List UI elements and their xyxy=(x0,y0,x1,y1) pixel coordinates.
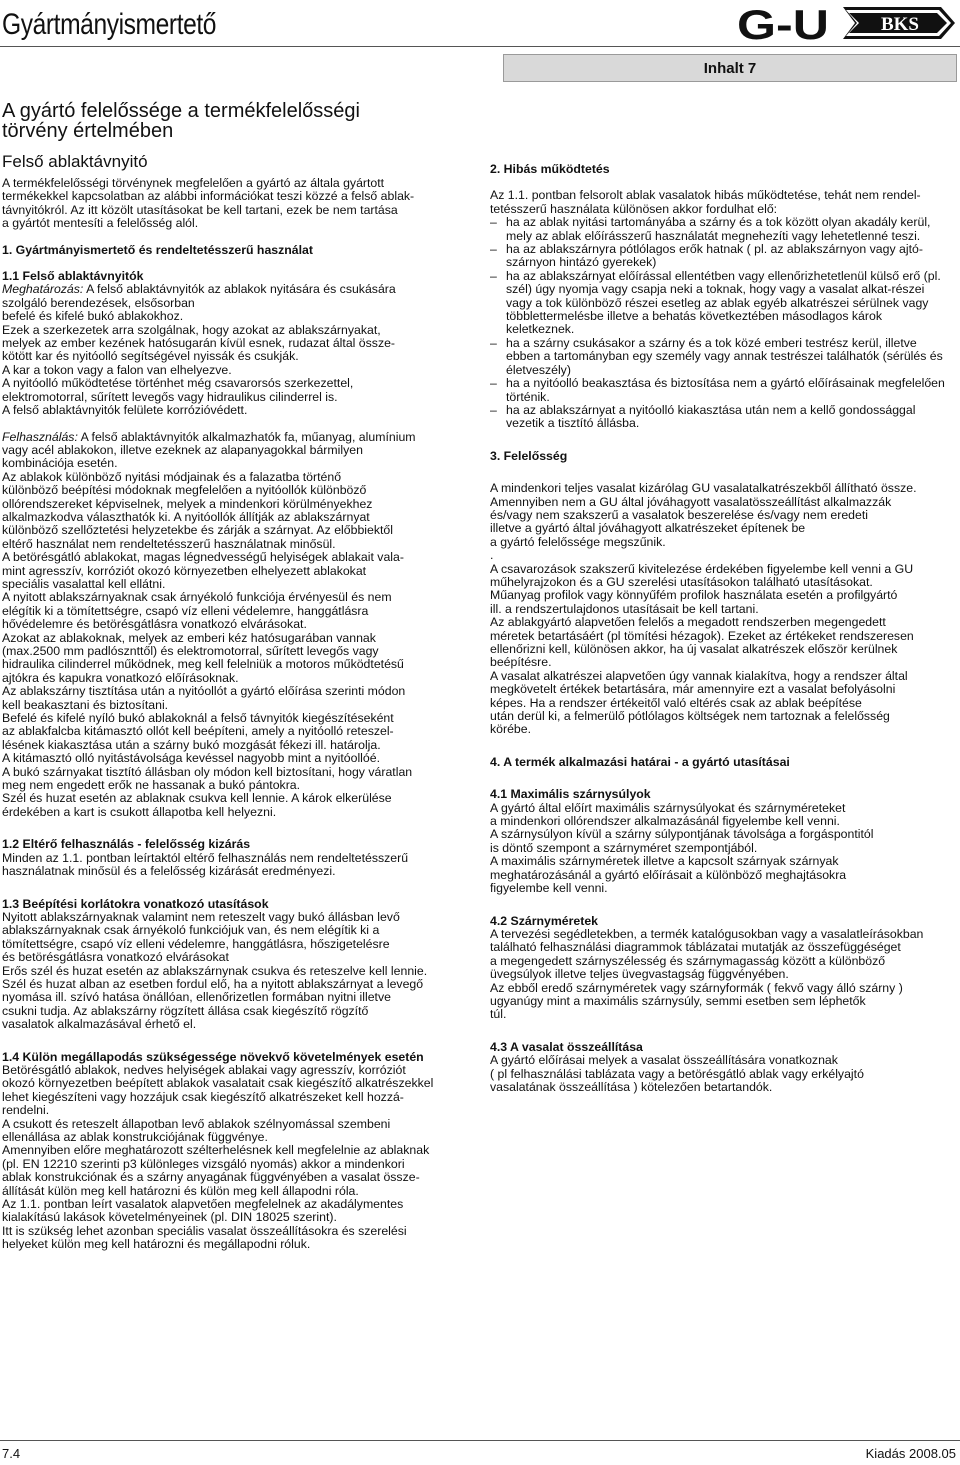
section-3-body-a: A mindenkori teljes vasalat kizárólag GU vasalatalkatrészekből állítható össze. Amennyiben nem a GU által jóváhagyott vasalatösszeállítást alkalmazzák és/vagy nem szakszerű a vasalatok beszerelése és/vagy nem eredeti illetve a gyártó által jóváhagyott alkatrészeket építenek be a gyártó felelőssége megszűnik. . xyxy=(490,481,917,563)
list-item: – ha az ablakszárnyat előírással ellentétben vagy ellenőrizhetetlenül külső erő (pl. szél) úgy nyomja vagy csapja neki a toknak, hogy vagy a vasalat alkat-részei vagy a tok különböző részei esetleg az ablak egyéb alkatrészei sérülnek vagy többlettermelésbe illetve a behatás következtében másodlagos károk keletkeznek. xyxy=(490,270,945,337)
edition-label: Kiadás 2008.05 xyxy=(865,1446,956,1461)
right-column xyxy=(490,163,945,1094)
misuse-list xyxy=(490,216,945,431)
document-title: Gyártmányismertető xyxy=(2,8,217,41)
list-item: – ha az ablak nyitási tartományába a szárny és a tok között olyan akadály kerül, mely az ablak előírásszerű használatát megnehezíti vagy lehetetlenné teszi. xyxy=(490,216,945,243)
section-1-title: 1. Gyártmányismertető és rendeltetésszerű használat xyxy=(2,242,313,257)
section-2-intro: Az 1.1. pontban felsorolt ablak vasalatok hibás működtetése, tehát nem rendel- tetésszerű használata különösen akkor fordulhat elő: xyxy=(490,188,921,216)
section-1-2-title: 1.2 Eltérő felhasználás - felelősség kizárás xyxy=(2,837,251,852)
sub-heading: Felső ablaktávnyitó xyxy=(2,152,148,171)
section-1-4-title: 1.4 Külön megállapodás szükségessége növekvő követelmények esetén xyxy=(2,1049,424,1064)
section-3-body-b: A csavarozások szakszerű kivitelezése érdekében figyelembe kell venni a GU műhelyrajzokon és a GU szerelési utasításokon található utasításokat. Műanyag profilok vagy könnyűfém profilok használata esetén a profilgyártó ill. a rendszertulajdonos utasításait be kell tartani. Az ablakgyártó alapvetően felelős a megadott rendszerben megengedett méretek betartásáért (pl tömítési hézagok). Ezeket az értékeket rendszeresen ellenőrizni kell, különösen akkor, ha új vasalat alkatrészek először kerülnek beépítésre. A vasalat alkatrészei alapvetően úgy vannak kialakítva, hogy a rendszer által megkövetelt értékek betartására, már amennyire ezt a vasalat befolyásolni képes. Ha a rendszer értékeitől való eltérés csak az ablak beépítése után derül ki, a felmerülő pótlólagos költségek nem tartoznak a felelősség körébe. xyxy=(490,561,914,737)
section-1-4-body: Betörésgátló ablakok, nedves helyiségek ablakai vagy agresszív, korróziót okozó környezetben beépített ablakok vasalatait csak kiegészítő alkatrészekkel lehet kiegészíteni vagy hozzájuk csak kiegészítő alkatrészeket kell hozzá- rendelni. A csukott és reteszelt állapotban levő ablakok szélnyomással szembeni ellenállása az ablak konstrukciójának függvénye. Amennyiben előre meghatározott szélterhelésnek kell megfelelnie az ablaknak (pl. EN 12210 szerinti p3 különleges vizsgáló nyomás) akkor a mindenkori ablak konstrukciónak és a szárny anyagának függvényében a vasalat össze- állítását külön meg kell határozni és külön meg kell állapodni róla. Az 1.1. pontban leírt vasalatok alapvetően megfelelnek az akadálymentes kialakítású lakások követelményeinek (pl. DIN 18025 szerint). Itt is szükség lehet azonban speciális vasalat összeállításokra és szerelési helyeket külön meg kell határozni és megállapodni róluk. xyxy=(2,1062,434,1252)
main-heading: A gyártó felelőssége a termékfelelősségi törvény értelmében xyxy=(2,100,360,142)
section-1-1-title: 1.1 Felső ablaktávnyitók xyxy=(2,269,144,284)
list-item: – ha az ablakszárnyat a nyitóolló kiakasztása után nem a kellő gondossággal vezetik a tisztító állásba. xyxy=(490,404,945,431)
list-item: – ha a szárny csukásakor a szárny és a tok közé emberi testrész kerül, illetve ebben a tartományban egy személy vagy annak testrészei találhatók (sérülés és életveszély) xyxy=(490,337,945,377)
list-item: – ha a nyitóolló beakasztása és biztosítása nem a gyártó előírásainak megfelelően történik. xyxy=(490,377,945,404)
section-1-3-title: 1.3 Beépítési korlátokra vonatkozó utasítások xyxy=(2,896,269,911)
section-4-1-title: 4.1 Maximális szárnysúlyok xyxy=(490,787,651,802)
content-tab: Inhalt 7 xyxy=(503,54,957,82)
list-item: – ha az ablakszárnyra pótlólagos erők hatnak ( pl. az ablakszárnyon vagy ajtó-szárnyon hintázó gyerekek) xyxy=(490,243,945,270)
page-number: 7.4 xyxy=(2,1446,21,1461)
section-4-3-body: A gyártó előírásai melyek a vasalat összeállítására vonatkoznak ( pl felhasználási tablázata vagy a betörésgátló ablak vagy erkélyajtó vasalatának összeállítása ) kötelezően betartandók. xyxy=(490,1053,864,1094)
svg-text:G-U: G-U xyxy=(737,3,829,43)
gu-bks-logo xyxy=(735,3,957,43)
section-2-title: 2. Hibás működtetés xyxy=(490,162,610,176)
svg-text:BKS: BKS xyxy=(880,14,920,35)
section-4-2-body: A tervezési segédletekben, a termék katalógusokban vagy a vasalatleírásokban található felhasználási diagrammok táblázatai mutatják az összefüggéséget a megengedett szárnyszélesség és szárnymagasság között a különböző üvegsúlyok illetve teljes üvegvastagság függvényében. Az ebből eredő szárnyméretek vagy szárnyformák ( fekvő vagy álló szárny ) ugyanúgy mint a maximális szárnysúly, semmi esetben sem léphetők túl. xyxy=(490,926,924,1022)
section-4-2-title: 4.2 Szárnyméretek xyxy=(490,913,599,928)
section-1-2-body: Minden az 1.1. pontban leírtaktól eltérő felhasználás nem rendeltetésszerű használatnak minősül és a felelősség kizárását eredményezi. xyxy=(2,850,409,879)
section-3-title: 3. Felelősség xyxy=(490,448,568,463)
footer-rule xyxy=(0,1440,960,1441)
section-1-1-body: Meghatározás: A felső ablaktávnyitók az ablakok nyitására és csukására szolgáló berendezések, elsősorban befelé és kifelé bukó ablakokhoz. Ezek a szerkezetek arra szolgálnak, hogy azokat az ablakszárnyakat, melyek az ember kezének hatósugarán kívül esnek, rudazat által össze- kötött kar és nyitóolló segítségével nyissák és csukják. A kar a tokon vagy a falon van elhelyezve. A nyitóolló működtetése történhet még csavarorsós szerkezettel, elektromotorral, sűrített levegős vagy hidraulikus cilinderrel is. A felső ablaktávnyitók felülete korrózióvédett. xyxy=(2,282,396,418)
intro-paragraph: A termékfelelősségi törvénynek megfelelően a gyártó az általa gyártott termékekkel kapcsolatban az alábbi információkat teszi közzé a felső ablak- távnyitókról. Az itt közölt utasításokat be kell tartani, ezek be nem tartása a gyártót mentesíti a felelősség alól. xyxy=(2,176,415,231)
header-rule xyxy=(0,46,960,47)
section-4-1-body: A gyártó által előírt maximális szárnysúlyokat és szárnyméreteket a mindenkori ollórendszer alkalmazásánál figyelembe kell venni. A szárnysúlyon kívül a szárny súlypontjának távolsága a forgáspontitól is döntő szempont a szárnyméret szempontjából. A maximális szárnyméretek illetve a kapcsolt szárnyak szárnyak meghatározásánál a gyártó előírásait a különböző meghajtásokra figyelembe kell venni. xyxy=(490,800,874,896)
section-4-title: 4. A termék alkalmazási határai - a gyártó utasításai xyxy=(490,754,790,769)
usage-body: Felhasználás: A felső ablaktávnyitók alkalmazhatók fa, műanyag, alumínium vagy acél ablakokon, illetve ezeknek az alapanyagokkal bármilyen kombinációja esetén. Az ablakok különböző nyitási módjainak és a falazatba történő különböző beépítési módoknak megfelelően a nyitóollók különböző ollórendszereket képviselnek, melyek a mindenkori körülményekhez alkalmazkodva választhatók ki. A nyitóollók állítják az ablakszárnyat különböző szellőztetési helyzetekbe és zárják a szárnyat. Az előbbiektől eltérő használat nem rendeltetésszerű használatnak minősül. A betörésgátló ablakokat, magas légnedvességű helyiségek ablakait vala- mint agresszív, korróziót okozó környezetben elhelyezett ablakokat speciális vasalattal kell ellátni. A nyitott ablakszárnyaknak csak árnyékoló funkciója érvényesül és nem elégítik ki a tömítettségre, csapó víz elleni védelemre, hanggátlásra hővédelemre és betörésgátlásra vonatkozó elvárásokat. Azokat az ablakoknak, melyek az emberi kéz hatósugarában vannak (max.2500 mm padlósznttől) és elektromotorral, sűrített levegős vagy hidraulika cilinderrel működnek, meg kell felelniük a motoros működtetésű ajtókra és kapukra vonatkozó előírásoknak. Az ablakszárny tisztítása után a nyitóollót a gyártó előírása szerinti módon kell beakasztani és biztosítani. Befelé és kifelé nyíló bukó ablakoknál a felső távnyitók kiegészítéseként az ablakfalcba kitámasztó ollót kell beépíteni, amely a nyitóolló reteszel- lésének kiakasztása után a szárny bukó mozgását fékezi ill. határolja. A kitámasztó olló nyitástávolsága kevéssel nagyobb mint a nyitóollóé. A bukó szárnyakat tisztító állásban oly módon kell biztosítani, hogy váratlan meg nem engedett erők ne hassanak a bukó pántokra. Szél és huzat esetén az ablaknak csukva kell lennie. A károk elkerülése érdekében a kart is csukott állapotba kell helyezni. xyxy=(2,429,416,819)
section-1-3-body: Nyitott ablakszárnyaknak valamint nem reteszelt vagy bukó állásban levő ablakszárnyaknak csak árnyékoló funkciójuk van, és nem elégítik ki a tömítettségre, csapó víz elleni védelemre, hanggátlásra, hőszigetelésre és betörésgátlásra vonatkozó elvárásokat Erős szél és huzat esetén az ablakszárnynak csukva és reteszelve kell lennie. Szél és huzat alban az esetben fordul elő, ha a nyitott ablakszárnyat a levegő nyomása ill. szívó hatása önállóan, ellenőrizetlen formában nyitni illetve csukni tudja. Az ablakszárny rögzített állása csak kiegészítő rögzítő vasalatok alkalmazásával érhető el. xyxy=(2,909,428,1032)
left-column xyxy=(2,101,454,1252)
section-4-3-title: 4.3 A vasalat összeállítása xyxy=(490,1039,643,1054)
